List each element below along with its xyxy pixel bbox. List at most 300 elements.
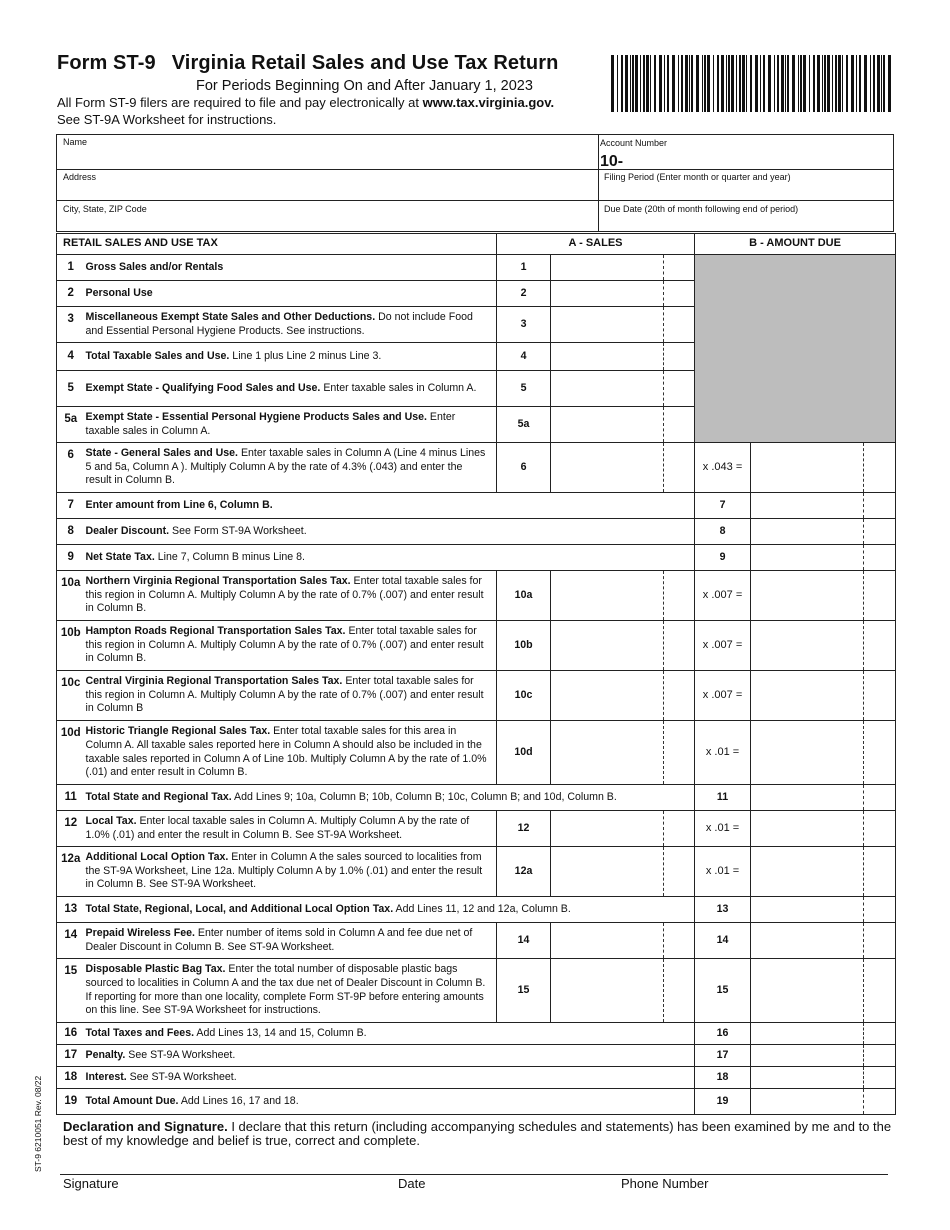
- line-ref-a: 10c: [497, 671, 551, 721]
- line-ref-a: 2: [497, 281, 551, 307]
- amount-b-dollars[interactable]: [751, 897, 864, 923]
- line-text: [85, 519, 695, 545]
- tax-rate: x .007 =: [695, 571, 751, 621]
- barcode-bar: [750, 55, 752, 112]
- amount-b-dollars[interactable]: [751, 545, 864, 571]
- line-ref-b: 19: [695, 1089, 751, 1115]
- line-ref-a: 12: [497, 811, 551, 847]
- barcode-bar: [803, 55, 806, 112]
- table-row: [57, 621, 896, 671]
- line-text: [85, 281, 497, 307]
- amount-b-cents[interactable]: [864, 721, 896, 785]
- barcode-bar: [827, 55, 830, 112]
- line-number: 5a: [57, 407, 85, 443]
- barcode-bar: [640, 55, 641, 112]
- line-description: Enter number of items sold in Column A and fee due net of Dealer Discount in Column B. See ST-9A Worksheet.: [85, 926, 473, 953]
- line-text: [85, 371, 497, 407]
- barcode-bar: [726, 55, 727, 112]
- line-text: [85, 407, 497, 443]
- tax-rate: x .01 =: [695, 811, 751, 847]
- barcode-bar: [813, 55, 815, 112]
- sales-a-dollars[interactable]: [551, 923, 664, 959]
- table-row: [57, 671, 896, 721]
- amount-b-cents[interactable]: [864, 443, 896, 493]
- barcode-bar: [851, 55, 854, 112]
- amount-b-cents[interactable]: [864, 811, 896, 847]
- line-description: Enter taxable sales in Column A (Line 4 minus Lines 5 and 5a, Column A ). Multiply Column A by the rate of 4.3% (.043) and enter the result in Column B.: [85, 447, 486, 487]
- table-row: [57, 1023, 896, 1045]
- line-title: Hampton Roads Regional Transportation Sales Tax.: [85, 625, 346, 638]
- barcode-bar: [817, 55, 820, 112]
- barcode-bar: [800, 55, 802, 112]
- line-description: Do not include Food and Essential Personal Hygiene Products. See instructions.: [85, 310, 473, 337]
- barcode-bar: [659, 55, 662, 112]
- line-number: 17: [57, 1045, 85, 1067]
- table-row: [57, 571, 896, 621]
- line-ref-b: 13: [695, 897, 751, 923]
- sales-a-cents[interactable]: [664, 255, 695, 281]
- line-title: Additional Local Option Tax.: [85, 851, 229, 864]
- barcode-bar: [883, 55, 885, 112]
- barcode-bar: [721, 55, 724, 112]
- signature-line[interactable]: [60, 1174, 888, 1175]
- table-row: [57, 721, 896, 785]
- barcode-bar: [746, 55, 747, 112]
- amount-b-cents[interactable]: [864, 1089, 896, 1115]
- barcode-bar: [728, 55, 730, 112]
- sales-a-dollars[interactable]: [551, 343, 664, 371]
- amount-b-dollars[interactable]: [751, 1089, 864, 1115]
- barcode-bar: [856, 55, 857, 112]
- line-ref-b: 11: [695, 785, 751, 811]
- amount-b-cents[interactable]: [864, 519, 896, 545]
- barcode-bar: [785, 55, 786, 112]
- line-title: Dealer Discount.: [85, 524, 170, 537]
- taxpayer-info-block: [56, 134, 894, 232]
- form-title-text: Virginia Retail Sales and Use Tax Return: [171, 52, 559, 74]
- line-number: 10c: [57, 671, 85, 721]
- shaded-area: [695, 255, 896, 443]
- barcode-bar: [717, 55, 719, 112]
- barcode-bar: [846, 55, 848, 112]
- line-title: Miscellaneous Exempt State Sales and Other Deductions.: [85, 310, 376, 323]
- barcode-bar: [760, 55, 761, 112]
- table-row: [57, 811, 896, 847]
- tax-rate: x .043 =: [695, 443, 751, 493]
- phone-number-label: Phone Number: [621, 1176, 709, 1191]
- table-row: [57, 519, 896, 545]
- amount-b-cents[interactable]: [864, 1023, 896, 1045]
- barcode-bar: [822, 55, 823, 112]
- barcode-bar: [736, 55, 737, 112]
- column-b-header: B - AMOUNT DUE: [695, 234, 896, 255]
- amount-b-dollars[interactable]: [751, 721, 864, 785]
- line-title: Interest.: [85, 1070, 127, 1083]
- barcode-bar: [625, 55, 628, 112]
- barcode-bar: [755, 55, 758, 112]
- line-number: 10b: [57, 621, 85, 671]
- sales-a-dollars[interactable]: [551, 443, 664, 493]
- line-ref-a: 5a: [497, 407, 551, 443]
- line-number: 13: [57, 897, 85, 923]
- form-subtitle: For Periods Beginning On and After January 1, 2023: [196, 78, 533, 94]
- line-title: Total State, Regional, Local, and Additional Local Option Tax.: [85, 902, 394, 915]
- line-description: Enter total taxable sales for this region in Column A. Multiply Column A by the rate of 0.7% (.007) and enter result in Column B.: [85, 625, 484, 665]
- line-description: Add Lines 9; 10a, Column B; 10b, Column B; 10c, Column B; and 10d, Column B.: [231, 790, 617, 803]
- line-text: [85, 493, 695, 519]
- line-description: Enter taxable sales in Column A.: [320, 381, 477, 394]
- barcode-bar: [777, 55, 779, 112]
- line-ref-a: 3: [497, 307, 551, 343]
- line-text: [85, 671, 497, 721]
- barcode-bar: [835, 55, 837, 112]
- account-number-label: Account Number: [600, 138, 668, 148]
- line-ref-a: 10d: [497, 721, 551, 785]
- line-number: 9: [57, 545, 85, 571]
- amount-b-dollars[interactable]: [751, 1067, 864, 1089]
- line-description: Enter total taxable sales for this area in Column A. All taxable sales reported here in Column A should also be included in the taxable sales reported in Column A of Line 10b. Multiply Column A by the rate of 1.0% (.01) and enter result in Column B.: [85, 725, 487, 779]
- line-number: 5: [57, 371, 85, 407]
- line-title: Penalty.: [85, 1048, 126, 1061]
- line-title: Disposable Plastic Bag Tax.: [85, 963, 226, 976]
- amount-b-cents[interactable]: [864, 671, 896, 721]
- barcode-bar: [704, 55, 706, 112]
- line-ref-b: 8: [695, 519, 751, 545]
- sales-a-dollars[interactable]: [551, 281, 664, 307]
- sales-a-dollars[interactable]: [551, 307, 664, 343]
- line-ref-a: 10b: [497, 621, 551, 671]
- amount-b-dollars[interactable]: [751, 811, 864, 847]
- line-description: See ST-9A Worksheet.: [126, 1070, 237, 1083]
- table-row: [57, 847, 896, 897]
- line-title: State - General Sales and Use.: [85, 447, 238, 460]
- amount-b-dollars[interactable]: [751, 1045, 864, 1067]
- sales-a-cents[interactable]: [664, 671, 695, 721]
- table-row: [57, 1045, 896, 1067]
- barcode-bar: [689, 55, 690, 112]
- table-row: [57, 443, 896, 493]
- sales-a-cents[interactable]: [664, 343, 695, 371]
- sales-a-dollars[interactable]: [551, 255, 664, 281]
- section-header: RETAIL SALES AND USE TAX: [57, 234, 497, 255]
- barcode-bar: [681, 55, 683, 112]
- barcode-bar: [787, 55, 789, 112]
- amount-b-dollars[interactable]: [751, 493, 864, 519]
- barcode-bar: [877, 55, 880, 112]
- amount-b-dollars[interactable]: [751, 519, 864, 545]
- amount-b-cents[interactable]: [864, 545, 896, 571]
- line-description: Enter the total number of disposable plastic bags sourced to localities in Column A and the tax due net of Dealer Discount in Column B. If reporting for more than one locality, complete Form ST-9P before entering amounts on this line. See ST-9A Worksheet for instructions.: [85, 963, 486, 1017]
- line-description: Enter local taxable sales in Column A. Multiply Column A by the rate of 1.0% (.01) and enter the result in Column B. See ST-9A Worksheet.: [85, 814, 470, 841]
- line-number: 2: [57, 281, 85, 307]
- tax-rate: x .007 =: [695, 621, 751, 671]
- line-ref-a: 15: [497, 959, 551, 1023]
- signature-label: Signature: [63, 1176, 119, 1191]
- barcode-bar: [832, 55, 833, 112]
- declaration-title: Declaration and Signature.: [63, 1119, 228, 1134]
- sales-a-cents[interactable]: [664, 443, 695, 493]
- account-number-value[interactable]: 10-: [600, 153, 624, 170]
- sales-a-cents[interactable]: [664, 307, 695, 343]
- line-description: Line 7, Column B minus Line 8.: [154, 550, 305, 563]
- line-text: [85, 545, 695, 571]
- sales-a-cents[interactable]: [664, 959, 695, 1023]
- amount-b-cents[interactable]: [864, 785, 896, 811]
- line-description: Add Lines 16, 17 and 18.: [178, 1094, 299, 1107]
- line-title: Total Amount Due.: [85, 1094, 179, 1107]
- line-ref-a: 1: [497, 255, 551, 281]
- amount-b-cents[interactable]: [864, 847, 896, 897]
- barcode-bar: [842, 55, 843, 112]
- line-number: 4: [57, 343, 85, 371]
- barcode-bar: [643, 55, 645, 112]
- amount-b-cents[interactable]: [864, 1067, 896, 1089]
- line-ref-b: 7: [695, 493, 751, 519]
- efile-notice: [57, 95, 554, 110]
- barcode-bar: [611, 55, 614, 112]
- barcode-bar: [731, 55, 734, 112]
- instructions-note: See ST-9A Worksheet for instructions.: [57, 112, 277, 127]
- sales-a-cents[interactable]: [664, 721, 695, 785]
- sales-a-dollars[interactable]: [551, 959, 664, 1023]
- line-ref-a: 5: [497, 371, 551, 407]
- barcode-bar: [763, 55, 765, 112]
- barcode-bar: [888, 55, 891, 112]
- sales-a-dollars[interactable]: [551, 371, 664, 407]
- amount-b-cents[interactable]: [864, 959, 896, 1023]
- line-title: Total Taxable Sales and Use.: [85, 349, 230, 362]
- line-text: [85, 571, 497, 621]
- line-title: Net State Tax.: [85, 550, 155, 563]
- line-ref-a: 10a: [497, 571, 551, 621]
- barcode-bar: [774, 55, 775, 112]
- form-name: Form ST-9: [57, 52, 156, 74]
- line-ref-a: 14: [497, 923, 551, 959]
- form-title: [57, 52, 558, 75]
- line-description: See ST-9A Worksheet.: [125, 1048, 236, 1061]
- line-number: 12a: [57, 847, 85, 897]
- table-row: [57, 785, 896, 811]
- barcode-bar: [635, 55, 638, 112]
- table-row: [57, 545, 896, 571]
- line-title: Total State and Regional Tax.: [85, 790, 232, 803]
- table-row: [57, 255, 896, 281]
- barcode-bar: [617, 55, 618, 112]
- line-ref-b: 9: [695, 545, 751, 571]
- table-row: [57, 1089, 896, 1115]
- amount-b-cents[interactable]: [864, 897, 896, 923]
- line-text: [85, 307, 497, 343]
- sales-a-cents[interactable]: [664, 923, 695, 959]
- barcode-bar: [713, 55, 714, 112]
- barcode-bar: [650, 55, 651, 112]
- line-description: Add Lines 11, 12 and 12a, Column B.: [393, 902, 571, 915]
- sales-a-dollars[interactable]: [551, 811, 664, 847]
- amount-b-dollars[interactable]: [751, 847, 864, 897]
- declaration-text: [63, 1120, 893, 1148]
- amount-b-dollars[interactable]: [751, 571, 864, 621]
- line-description: Line 1 plus Line 2 minus Line 3.: [229, 349, 382, 362]
- line-title: Total Taxes and Fees.: [85, 1026, 195, 1039]
- sales-a-dollars[interactable]: [551, 671, 664, 721]
- table-row: [57, 493, 896, 519]
- barcode-bar: [859, 55, 861, 112]
- line-description: Enter total taxable sales for this region in Column A. Multiply Column A by the rate of 0.7% (.007) and enter result in Column B: [85, 675, 484, 715]
- barcode-bar: [809, 55, 810, 112]
- line-text: [85, 1089, 695, 1115]
- barcode-bar: [691, 55, 693, 112]
- amount-b-cents[interactable]: [864, 493, 896, 519]
- line-title: Historic Triangle Regional Sales Tax.: [85, 725, 271, 738]
- amount-b-dollars[interactable]: [751, 923, 864, 959]
- line-text: [85, 1023, 695, 1045]
- sales-a-cents[interactable]: [664, 371, 695, 407]
- barcode-bar: [881, 55, 882, 112]
- barcode-bar: [696, 55, 699, 112]
- form-revision-id: ST-9 6210051 Rev. 08/22: [33, 1075, 43, 1172]
- line-number: 14: [57, 923, 85, 959]
- efile-link[interactable]: www.tax.virginia.gov.: [422, 95, 555, 110]
- amount-b-dollars[interactable]: [751, 671, 864, 721]
- sales-a-cents[interactable]: [664, 811, 695, 847]
- amount-b-dollars[interactable]: [751, 785, 864, 811]
- amount-b-dollars[interactable]: [751, 959, 864, 1023]
- line-number: 18: [57, 1067, 85, 1089]
- line-text: [85, 923, 497, 959]
- barcode-bar: [632, 55, 634, 112]
- line-number: 11: [57, 785, 85, 811]
- line-title: Central Virginia Regional Transportation Sales Tax.: [85, 675, 343, 688]
- line-number: 1: [57, 255, 85, 281]
- line-number: 10d: [57, 721, 85, 785]
- date-label: Date: [398, 1176, 426, 1191]
- sales-a-dollars[interactable]: [551, 571, 664, 621]
- line-number: 8: [57, 519, 85, 545]
- line-description: Enter total taxable sales for this region in Column A. Multiply Column A by the rate of 0.7% (.007) and enter result in Column B.: [85, 575, 484, 615]
- line-description: Enter taxable sales in Column A.: [85, 410, 456, 437]
- barcode-image: [611, 55, 893, 112]
- line-ref-a: 6: [497, 443, 551, 493]
- barcode-bar: [678, 55, 679, 112]
- amount-b-dollars[interactable]: [751, 621, 864, 671]
- table-row: [57, 897, 896, 923]
- line-description: See Form ST-9A Worksheet.: [169, 524, 307, 537]
- sales-a-cents[interactable]: [664, 621, 695, 671]
- line-text: [85, 721, 497, 785]
- line-text: [85, 1067, 695, 1089]
- line-ref-b: 14: [695, 923, 751, 959]
- sales-a-dollars[interactable]: [551, 621, 664, 671]
- sales-a-cents[interactable]: [664, 281, 695, 307]
- table-row: [57, 959, 896, 1023]
- tax-rate: x .01 =: [695, 847, 751, 897]
- line-title: Local Tax.: [85, 814, 137, 827]
- line-title: Enter amount from Line 6, Column B.: [85, 498, 273, 511]
- line-text: [85, 255, 497, 281]
- barcode-bar: [654, 55, 656, 112]
- line-text: [85, 1045, 695, 1067]
- column-a-header: A - SALES: [497, 234, 695, 255]
- barcode-bar: [707, 55, 710, 112]
- amount-b-cents[interactable]: [864, 571, 896, 621]
- barcode-bar: [646, 55, 649, 112]
- line-description: Add Lines 13, 14 and 15, Column B.: [194, 1026, 367, 1039]
- sales-a-cents[interactable]: [664, 407, 695, 443]
- barcode-bar: [768, 55, 771, 112]
- line-ref-b: 18: [695, 1067, 751, 1089]
- line-text: [85, 897, 695, 923]
- city-state-zip-label: City, State, ZIP Code: [63, 204, 147, 214]
- barcode-bar: [664, 55, 665, 112]
- barcode-bar: [781, 55, 784, 112]
- amount-b-dollars[interactable]: [751, 443, 864, 493]
- sales-a-cents[interactable]: [664, 571, 695, 621]
- line-text: [85, 443, 497, 493]
- line-ref-b: 16: [695, 1023, 751, 1045]
- barcode-bar: [739, 55, 741, 112]
- line-ref-b: 15: [695, 959, 751, 1023]
- line-text: [85, 621, 497, 671]
- line-title: Gross Sales and/or Rentals: [85, 260, 224, 273]
- table-row: [57, 1067, 896, 1089]
- barcode-bar: [792, 55, 795, 112]
- line-title: Personal Use: [85, 286, 153, 299]
- tax-lines-table: [56, 233, 895, 1115]
- line-number: 6: [57, 443, 85, 493]
- line-text: [85, 847, 497, 897]
- barcode-bar: [702, 55, 703, 112]
- line-title: Northern Virginia Regional Transportation Sales Tax.: [85, 575, 351, 588]
- amount-b-dollars[interactable]: [751, 1023, 864, 1045]
- due-date-label: Due Date (20th of month following end of period): [604, 204, 799, 214]
- line-title: Prepaid Wireless Fee.: [85, 926, 195, 939]
- barcode-bar: [798, 55, 799, 112]
- amount-b-cents[interactable]: [864, 621, 896, 671]
- line-ref-a: 12a: [497, 847, 551, 897]
- line-number: 7: [57, 493, 85, 519]
- line-ref-b: 17: [695, 1045, 751, 1067]
- line-number: 3: [57, 307, 85, 343]
- line-text: [85, 343, 497, 371]
- sales-a-dollars[interactable]: [551, 721, 664, 785]
- line-text: [85, 785, 695, 811]
- amount-b-cents[interactable]: [864, 923, 896, 959]
- declaration-body: I declare that this return (including accompanying schedules and statements) has been examined by me and to the best of my knowledge and belief is true, correct and complete.: [63, 1119, 892, 1148]
- sales-a-dollars[interactable]: [551, 407, 664, 443]
- amount-b-cents[interactable]: [864, 1045, 896, 1067]
- barcode-bar: [870, 55, 871, 112]
- name-label: Name: [63, 137, 88, 147]
- barcode-bar: [685, 55, 688, 112]
- barcode-bar: [864, 55, 867, 112]
- line-number: 19: [57, 1089, 85, 1115]
- line-number: 10a: [57, 571, 85, 621]
- line-title: Exempt State - Qualifying Food Sales and Use.: [85, 381, 321, 394]
- line-ref-a: 4: [497, 343, 551, 371]
- tax-rate: x .007 =: [695, 671, 751, 721]
- line-number: 12: [57, 811, 85, 847]
- table-row: [57, 923, 896, 959]
- line-text: [85, 811, 497, 847]
- barcode-bar: [672, 55, 675, 112]
- barcode-bar: [667, 55, 669, 112]
- line-title: Exempt State - Essential Personal Hygiene Products Sales and Use.: [85, 410, 427, 423]
- sales-a-cents[interactable]: [664, 847, 695, 897]
- sales-a-dollars[interactable]: [551, 847, 664, 897]
- address-label: Address: [63, 172, 97, 182]
- barcode-bar: [742, 55, 745, 112]
- barcode-bar: [824, 55, 826, 112]
